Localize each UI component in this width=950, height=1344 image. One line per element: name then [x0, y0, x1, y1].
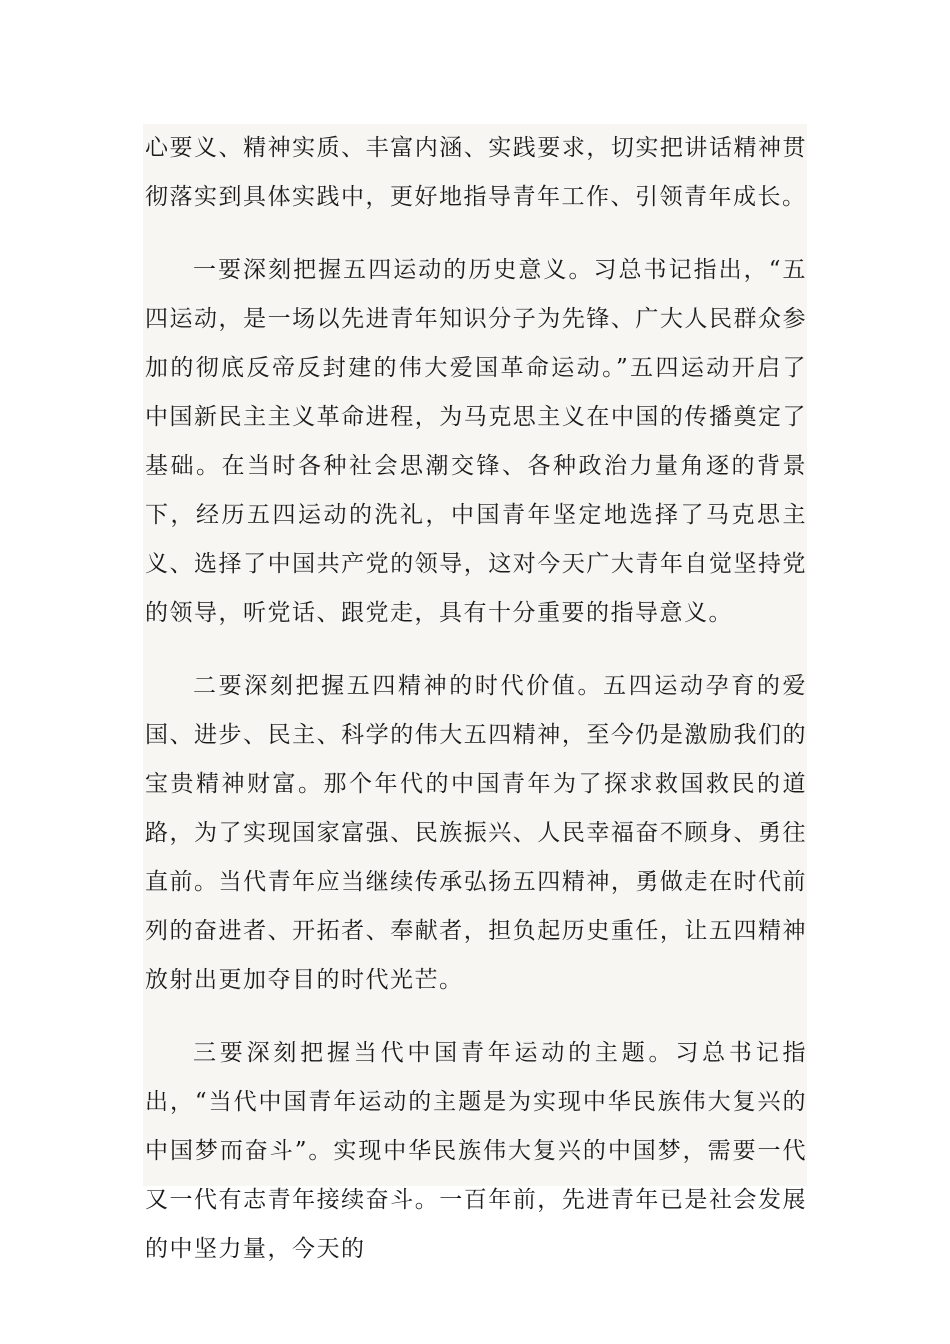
paragraph-youth-movement-theme: 三要深刻把握当代中国青年运动的主题。习总书记指出，“当代中国青年运动的主题是为实现中华民族伟大复兴的中国梦而奋斗”。实现中华民族伟大复兴的中国梦，需要一代又一代有志青年接续奋斗。一百年前，先进青年已是社会发展的中坚力量，今天的	[145, 1040, 807, 1262]
document-body	[145, 124, 807, 1274]
paragraph-continuation: 心要义、精神实质、丰富内涵、实践要求，切实把讲话精神贯彻落实到具体实践中，更好地指导青年工作、引领青年成长。	[145, 135, 807, 210]
paragraph-era-value: 二要深刻把握五四精神的时代价值。五四运动孕育的爱国、进步、民主、科学的伟大五四精神，至今仍是激励我们的宝贵精神财富。那个年代的中国青年为了探求救国救民的道路，为了实现国家富强、民族振兴、人民幸福奋不顾身、勇往直前。当代青年应当继续传承弘扬五四精神，勇做走在时代前列的奋进者、开拓者、奉献者，担负起历史重任，让五四精神放射出更加夺目的时代光芒。	[145, 673, 807, 993]
paragraph-historical-significance: 一要深刻把握五四运动的历史意义。习总书记指出，“五四运动，是一场以先进青年知识分子为先锋、广大人民群众参加的彻底反帝反封建的伟大爱国革命运动。”五四运动开启了中国新民主主义革命进程，为马克思主义在中国的传播奠定了基础。在当时各种社会思潮交锋、各种政治力量角逐的背景下，经历五四运动的洗礼，中国青年坚定地选择了马克思主义、选择了中国共产党的领导，这对今天广大青年自觉坚持党的领导，听党话、跟党走，具有十分重要的指导意义。	[145, 257, 807, 626]
